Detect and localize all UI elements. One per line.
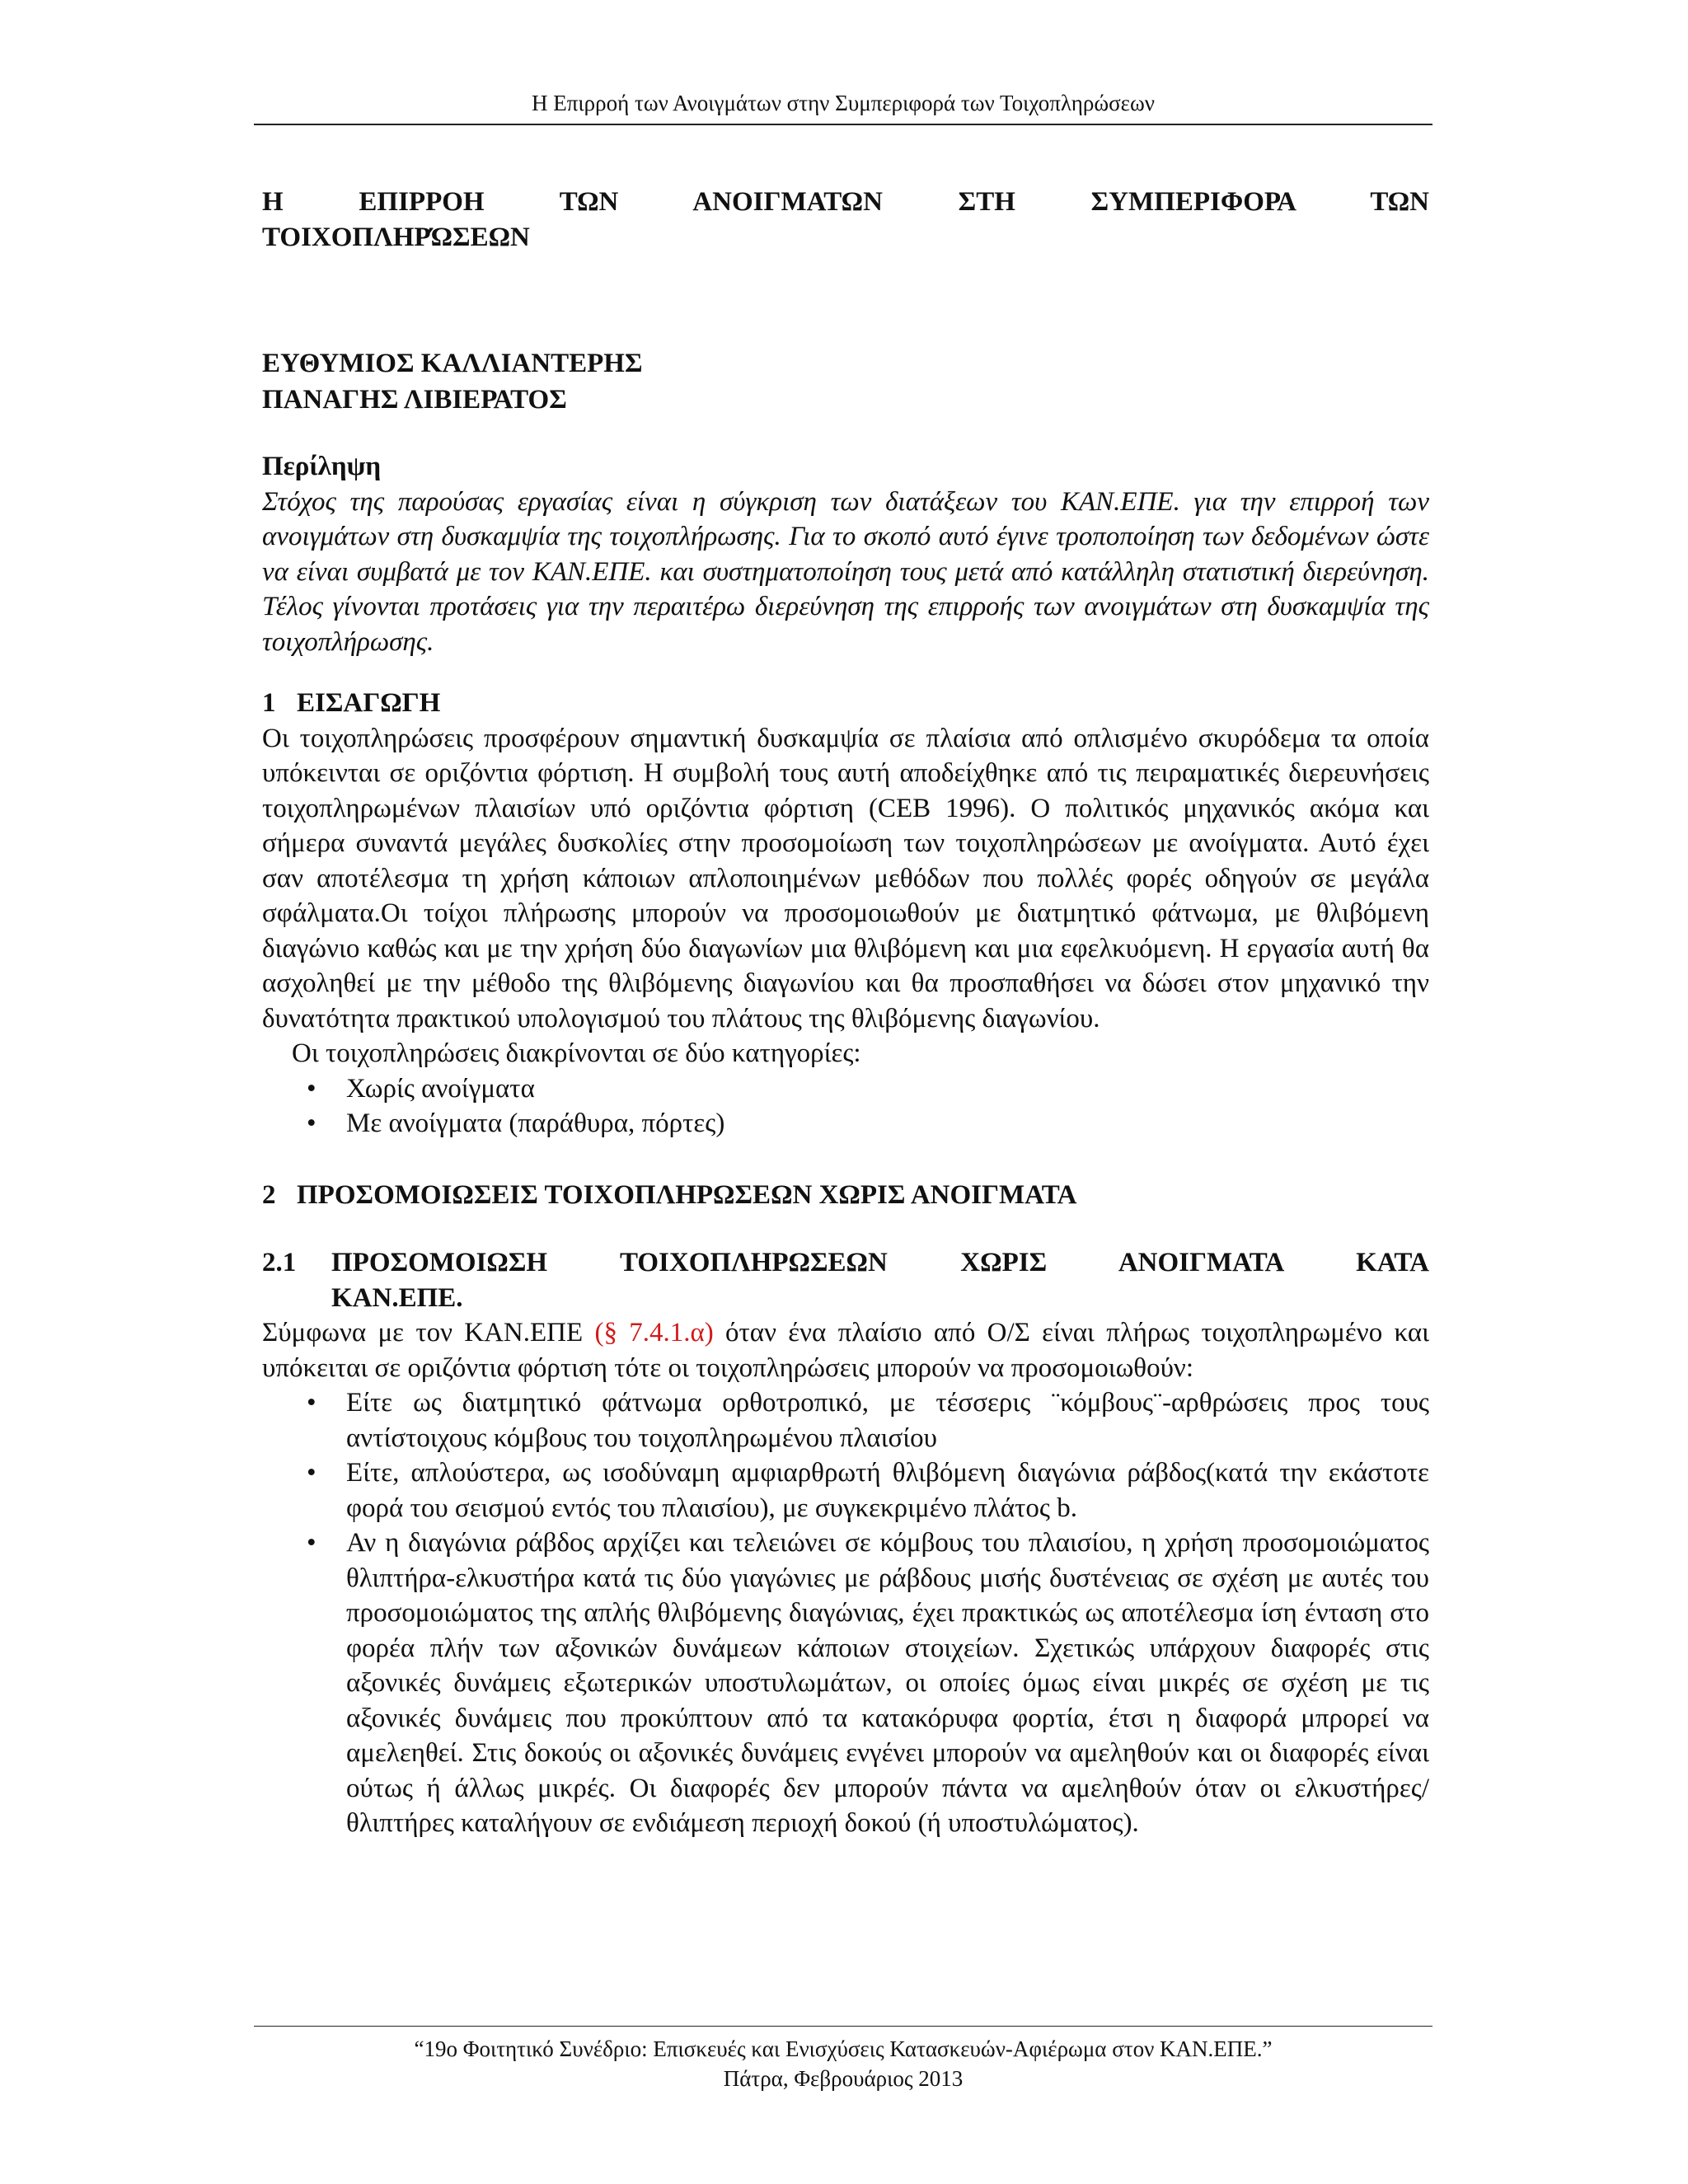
abstract-heading: Περίληψη	[262, 452, 382, 481]
paragraph-rest: όταν ένα πλαίσιο από Ο/Σ είναι πλήρως τοιχοπληρωμένο και υπόκειται σε οριζόντια φόρτιση τότε οι τοιχοπληρώσεις μπορούν να προσομοιωθούν:	[262, 1318, 1429, 1383]
bullet-icon: •	[307, 1458, 316, 1488]
subsection-paragraph	[262, 1315, 1429, 1385]
paper-title-line2: ΤΟΙΧΟΠΛΗΡΏΣΕΩΝ	[262, 222, 530, 252]
simulation-options-list	[262, 1385, 1429, 1841]
list-item-text: Είτε, απλούστερα, ως ισοδύναμη αμφιαρθρωτή θλιβόμενη διαγώνια ράβδος(κατά την εκάστοτε φορά του σεισμού εντός του πλαισίου), με συγκεκριμένο πλάτος b.	[346, 1458, 1429, 1523]
list-item	[262, 1526, 1429, 1841]
running-header: Η Επιρροή των Ανοιγμάτων στην Συμπεριφορά των Τοιχοπληρώσεων	[532, 91, 1155, 115]
list-item-text: Χωρίς ανοίγματα	[346, 1073, 535, 1104]
footer-place-date: Πάτρα, Φεβρουάριος 2013	[723, 2066, 964, 2091]
list-item-text: Είτε ως διατμητικό φάτνωμα ορθοτροπικό, με τέσσερις ¨κόμβους¨-αρθρώσεις προς τους αντίστοιχους κόμβους του τοιχοπληρωμένου πλαισίου	[346, 1388, 1429, 1453]
bullet-icon: •	[307, 1528, 316, 1558]
subsection-heading	[262, 1245, 1429, 1315]
bullet-icon: •	[307, 1108, 316, 1138]
section-title: ΕΙΣΑΓΩΓΗ	[297, 688, 441, 718]
categories-list	[262, 1071, 1429, 1141]
page-footer	[254, 2034, 1432, 2093]
list-item-text: Με ανοίγματα (παράθυρα, πόρτες)	[346, 1108, 725, 1138]
introduction-paragraph: Οι τοιχοπληρώσεις προσφέρουν σημαντική δυσκαμψία σε πλαίσια από οπλισμένο σκυρόδεμα τα οποία υπόκεινται σε οριζόντια φόρτιση. Η συμβολή τους αυτή αποδείχθηκε από τις πειραματικές διερευνήσεις τοιχοπληρωμένων πλαισίων υπό οριζόντια φόρτιση (CEB 1996). Ο πολιτικός μηχανικός ακόμα και σήμερα συναντά μεγάλες δυσκολίες στην προσομοίωση των τοιχοπληρώσεων με ανοίγματα. Αυτό έχει σαν αποτέλεσμα τη χρήση κάποιων απλοποιημένων μεθόδων που πολλές φορές οδηγούν σε μεγάλα σφάλματα.Οι τοίχοι πλήρωσης μπορούν να προσομοιωθούν με διατμητικό φάτνωμα, με θλιβόμενη διαγώνιο καθώς και με την χρήση δύο διαγωνίων μια θλιβόμενη και μια εφελκυόμενη. Η εργασία αυτή θα ασχοληθεί με την μέθοδο της θλιβόμενης διαγωνίου και θα προσπαθήσει να δώσει στον μηχανικό την δυνατότητα πρακτικού υπολογισμού του πλάτους της θλιβόμενης διαγωνίου.	[262, 723, 1429, 1033]
list-item	[262, 1455, 1429, 1526]
subsection-number: 2.1	[262, 1248, 297, 1277]
section-heading-introduction	[262, 686, 1429, 721]
paper-title-line1: Η ΕΠΙΡΡΟΗ ΤΩΝ ΑΝΟΙΓΜΑΤΩΝ ΣΤΗ ΣΥΜΠΕΡΙΦΟΡΑ ΤΩΝ	[262, 187, 1429, 217]
bullet-icon: •	[307, 1388, 316, 1418]
header-rule	[254, 124, 1432, 125]
paragraph-lead: Σύμφωνα με τον ΚΑΝ.ΕΠΕ	[262, 1318, 584, 1347]
bullet-icon: •	[307, 1073, 316, 1104]
abstract-text: Στόχος της παρούσας εργασίας είναι η σύγκριση των διατάξεων του ΚΑΝ.ΕΠΕ. για την επιρροή των ανοιγμάτων στη δυσκαμψία της τοιχοπλήρωσης. Για το σκοπό αυτό έγινε τροποποίηση των δεδομένων ώστε να είναι συμβατά με τον ΚΑΝ.ΕΠΕ. και συστηματοποίηση τους μετά από κατάλληλη στατιστική διερεύνηση. Τέλος γίνονται προτάσεις για την περαιτέρω διερεύνηση της επιρροής των ανοιγμάτων στη δυσκαμψία της τοιχοπλήρωσης.	[262, 486, 1429, 657]
list-item	[262, 1106, 1429, 1141]
page-content	[262, 185, 1429, 1841]
subsection-title-line1: ΠΡΟΣΟΜΟΙΩΣΗ ΤΟΙΧΟΠΛΗΡΩΣΕΩΝ ΧΩΡΙΣ ΑΝΟΙΓΜΑΤΑ ΚΑΤΑ	[331, 1248, 1429, 1277]
author-list	[262, 345, 1429, 418]
code-reference: (§ 7.4.1.α)	[594, 1318, 714, 1347]
subsection-title-line2: ΚΑΝ.ΕΠΕ.	[331, 1282, 463, 1313]
author-name: ΕΥΘΥΜΙΟΣ ΚΑΛΛΙΑΝΤΕΡΗΣ	[262, 349, 643, 378]
section-number: 1	[262, 688, 276, 718]
list-item-text: Αν η διαγώνια ράβδος αρχίζει και τελειώνει σε κόμβους του πλαισίου, η χρήση προσομοιώματος θλιπτήρα-ελκυστήρα κατά τις δύο γιαγώνιες με ράβδους μισής δυστένειας σε σχέση με αυτές του προσομοιώματος της απλής θλιβόμενης διαγώνιας, έχει πρακτικώς ως αποτέλεσμα ίση ένταση στο φορέα πλήν των αξονικών δυνάμεων κάποιων στοιχείων. Σχετικώς υπάρχουν διαφορές στις αξονικές δυνάμεις εξωτερικών υποστυλωμάτων, οι οποίες όμως είναι μικρές σε σχέση με τις αξονικές δυνάμεις που προκύπτουν από τα κατακόρυφα φορτία, έτσι η διαφορά μπρορεί να αμελεηθεί. Στις δοκούς οι αξονικές δυνάμεις ενγένει μπορούν να αμεληθούν και οι διαφορές είναι ούτως ή άλλως μικρές. Οι διαφορές δεν μπορούν πάντα να αμεληθούν όταν οι ελκυστήρες/θλιπτήρες καταλήγουν σε ενδιάμεση περιοχή δοκού (ή υποστυλώματος).	[346, 1528, 1429, 1838]
author-name: ΠΑΝΑΓΗΣ ΛΙΒΙΕΡΑΤΟΣ	[262, 385, 567, 415]
categories-intro: Οι τοιχοπληρώσεις διακρίνονται σε δύο κατηγορίες:	[292, 1038, 861, 1068]
section-title: ΠΡΟΣΟΜΟΙΩΣΕΙΣ ΤΟΙΧΟΠΛΗΡΩΣΕΩΝ ΧΩΡΙΣ ΑΝΟΙΓΜΑΤΑ	[297, 1179, 1077, 1210]
paper-title	[262, 185, 1429, 255]
footer-rule	[254, 2026, 1432, 2027]
section-heading-simulations	[262, 1178, 1429, 1213]
list-item	[262, 1071, 1429, 1107]
list-item	[262, 1385, 1429, 1455]
section-number: 2	[262, 1179, 276, 1210]
footer-conference: “19ο Φοιτητικό Συνέδριο: Επισκευές και Ενισχύσεις Κατασκευών-Αφιέρωμα στον ΚΑΝ.ΕΠΕ.”	[414, 2036, 1273, 2061]
